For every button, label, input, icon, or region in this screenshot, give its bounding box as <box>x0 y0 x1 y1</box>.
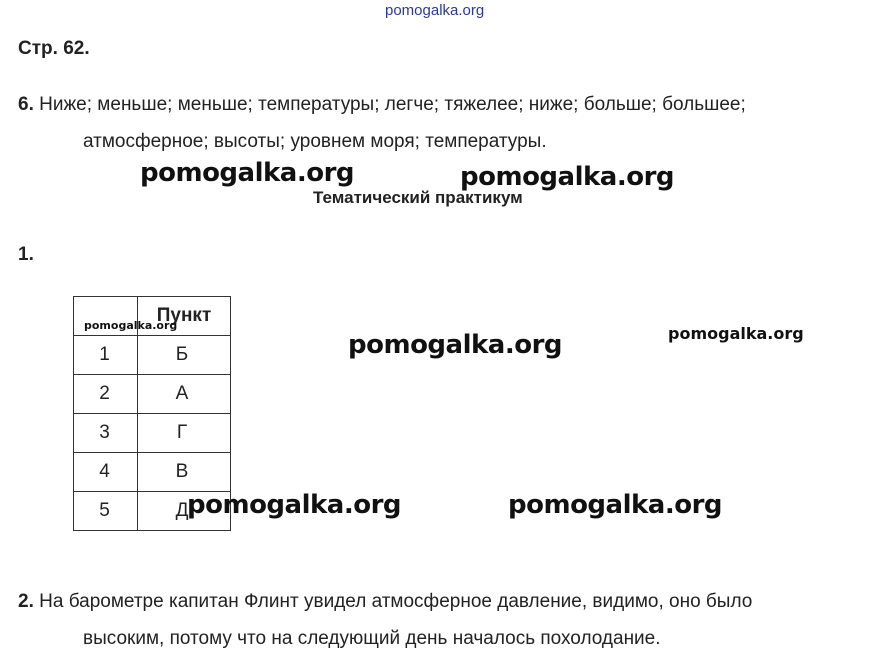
page-reference: Стр. 62. <box>18 38 90 59</box>
table-cell-number: 3 <box>74 414 138 453</box>
item-2-text-1: На барометре капитан Флинт увидел атмосферное давление, видимо, оно было <box>39 591 753 612</box>
table-cell-answer: А <box>138 375 231 414</box>
table-row <box>74 453 231 492</box>
item-6-text-1: Ниже; меньше; меньше; температуры; легче; тяжелее; ниже; больше; большее; <box>39 94 746 115</box>
section-heading: Тематический практикум <box>313 188 523 207</box>
item-6-line-2: атмосферное; высоты; уровнем моря; температуры. <box>83 131 547 152</box>
table-row <box>74 414 231 453</box>
watermark-7: pomogalka.org <box>508 490 723 520</box>
table-cell-answer: В <box>138 453 231 492</box>
item-6-number: 6. <box>18 94 34 115</box>
table-row <box>74 336 231 375</box>
watermark-2: pomogalka.org <box>460 162 675 192</box>
table-cell-answer: Д <box>138 492 231 531</box>
item-2-number: 2. <box>18 591 34 612</box>
table-cell-number: 5 <box>74 492 138 531</box>
watermark-6: pomogalka.org <box>187 490 402 520</box>
table-cell-answer: Б <box>138 336 231 375</box>
watermark-5: pomogalka.org <box>668 324 804 343</box>
item-6-line-1 <box>18 94 746 116</box>
table-row <box>74 375 231 414</box>
table-cell-number: 4 <box>74 453 138 492</box>
table-cell-number: 2 <box>74 375 138 414</box>
item-2-line-2: высоким, потому что на следующий день началось похолодание. <box>83 628 661 649</box>
table-cell-number: 1 <box>74 336 138 375</box>
top-watermark: pomogalka.org <box>385 2 485 19</box>
table-header-cell-2: Пункт <box>138 297 231 336</box>
table-cell-answer: Г <box>138 414 231 453</box>
watermark-4: pomogalka.org <box>348 330 563 360</box>
watermark-3: pomogalka.org <box>84 319 178 332</box>
item-2-line-1 <box>18 591 752 613</box>
watermark-1: pomogalka.org <box>140 158 355 188</box>
item-1-number: 1. <box>18 244 34 265</box>
